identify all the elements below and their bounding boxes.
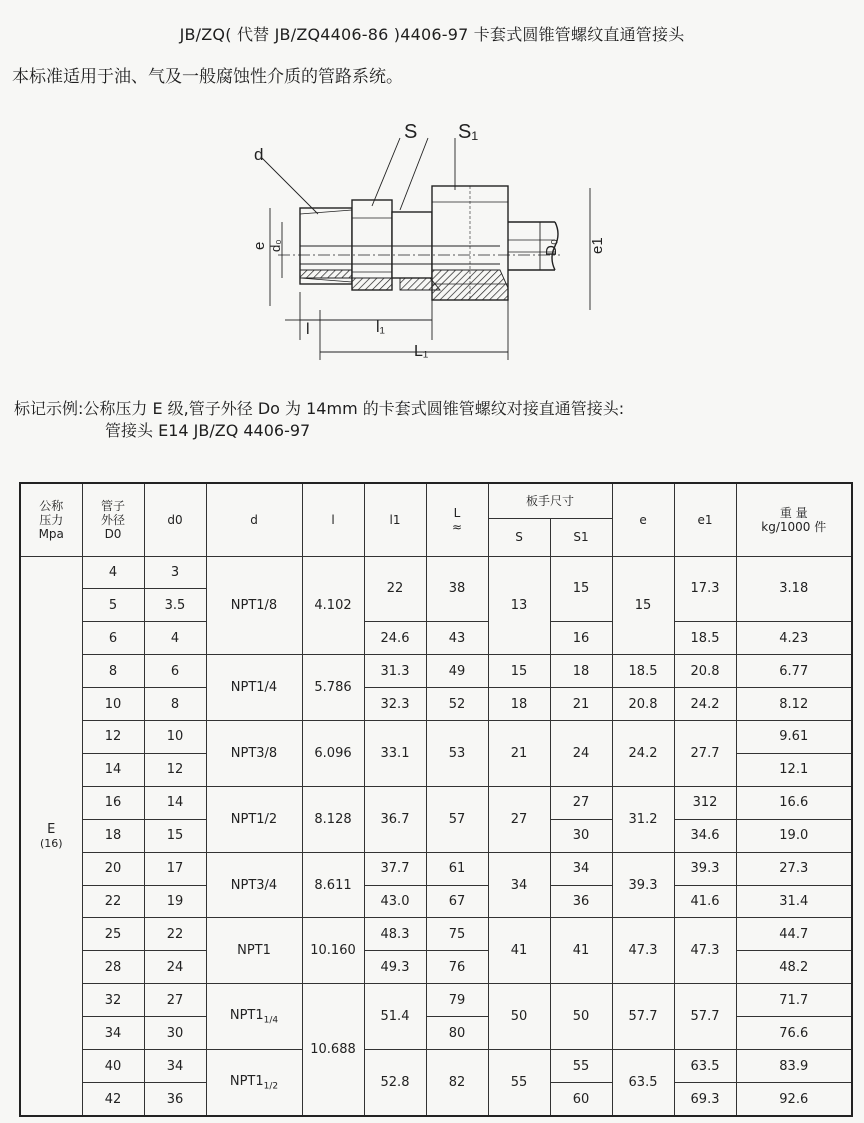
cell-l: 5.786 [302, 655, 364, 721]
cell-S: 34 [488, 852, 550, 918]
cell-l: 8.611 [302, 852, 364, 918]
cell-S: 41 [488, 918, 550, 984]
intro-text: 本标准适用于油、气及一般腐蚀性介质的管路系统。 [12, 67, 403, 87]
cell-S1: 30 [550, 819, 612, 852]
header-d0: d0 [144, 483, 206, 556]
cell-d0: 22 [144, 918, 206, 951]
cell-d0: 34 [144, 1050, 206, 1083]
cell-L: 38 [426, 556, 488, 622]
cell-D0: 12 [82, 721, 144, 754]
fitting-drawing [0, 110, 864, 395]
cell-d: NPT3/4 [206, 852, 302, 918]
cell-S1: 50 [550, 984, 612, 1050]
cell-D0: 6 [82, 622, 144, 655]
cell-d0: 19 [144, 885, 206, 918]
header-S1: S1 [550, 518, 612, 556]
cell-d0: 17 [144, 852, 206, 885]
cell-S1: 55 [550, 1050, 612, 1083]
cell-L: 67 [426, 885, 488, 918]
cell-l1: 32.3 [364, 688, 426, 721]
cell-d: NPT3/8 [206, 721, 302, 787]
table-row [20, 622, 852, 655]
cell-S: 18 [488, 688, 550, 721]
cell-L: 79 [426, 984, 488, 1017]
cell-d0: 15 [144, 819, 206, 852]
cell-e: 39.3 [612, 852, 674, 918]
table-row [20, 885, 852, 918]
header-l: l [302, 483, 364, 556]
label-e: e [251, 241, 268, 250]
label-d0: d₀ [268, 239, 283, 252]
cell-l1: 24.6 [364, 622, 426, 655]
cell-D0: 8 [82, 655, 144, 688]
cell-d: NPT1/8 [206, 556, 302, 655]
cell-e: 31.2 [612, 786, 674, 852]
cell-weight: 48.2 [736, 951, 852, 984]
table-row [20, 655, 852, 688]
cell-e1: 47.3 [674, 918, 736, 984]
cell-weight: 44.7 [736, 918, 852, 951]
cell-l: 10.160 [302, 918, 364, 984]
header-e: e [612, 483, 674, 556]
cell-l1: 33.1 [364, 721, 426, 787]
header-S: S [488, 518, 550, 556]
cell-d: $NPT1_{1/2}$ [206, 1050, 302, 1116]
cell-d0: 3 [144, 556, 206, 589]
cell-e1: 57.7 [674, 984, 736, 1050]
label-d: d [254, 145, 264, 164]
spec-table [19, 482, 853, 1117]
cell-D0: 20 [82, 852, 144, 885]
cell-L: 80 [426, 1017, 488, 1050]
cell-e1: 24.2 [674, 688, 736, 721]
cell-L: 76 [426, 951, 488, 984]
cell-d: $NPT1_{1/4}$ [206, 984, 302, 1050]
cell-l1: 48.3 [364, 918, 426, 951]
cell-d0: 27 [144, 984, 206, 1017]
label-S1: S₁ [458, 121, 479, 143]
cell-d0: 10 [144, 721, 206, 754]
cell-e1: 39.3 [674, 852, 736, 885]
table-row [20, 721, 852, 754]
cell-l: 10.688 [302, 984, 364, 1116]
cell-S: 15 [488, 655, 550, 688]
cell-weight: 92.6 [736, 1083, 852, 1117]
cell-l: 6.096 [302, 721, 364, 787]
cell-D0: 16 [82, 786, 144, 819]
cell-D0: 18 [82, 819, 144, 852]
table-row [20, 556, 852, 589]
cell-weight: 16.6 [736, 786, 852, 819]
cell-d: NPT1/4 [206, 655, 302, 721]
label-l: l [306, 321, 310, 338]
cell-L: 61 [426, 852, 488, 885]
cell-weight: 12.1 [736, 753, 852, 786]
cell-S: 55 [488, 1050, 550, 1116]
cell-L: 57 [426, 786, 488, 852]
cell-D0: 4 [82, 556, 144, 589]
cell-weight: 31.4 [736, 885, 852, 918]
cell-S1: 34 [550, 852, 612, 885]
cell-e1: 69.3 [674, 1083, 736, 1117]
cell-L: 75 [426, 918, 488, 951]
cell-weight: 83.9 [736, 1050, 852, 1083]
cell-D0: 32 [82, 984, 144, 1017]
cell-weight: 8.12 [736, 688, 852, 721]
cell-l1: 37.7 [364, 852, 426, 885]
cell-e: 20.8 [612, 688, 674, 721]
cell-D0: 14 [82, 753, 144, 786]
table-row [20, 918, 852, 951]
cell-S1: 60 [550, 1083, 612, 1117]
cell-weight: 6.77 [736, 655, 852, 688]
cell-S1: 41 [550, 918, 612, 984]
cell-weight: 9.61 [736, 721, 852, 754]
cell-e1: 63.5 [674, 1050, 736, 1083]
cell-d0: 24 [144, 951, 206, 984]
cell-D0: 25 [82, 918, 144, 951]
cell-e: 57.7 [612, 984, 674, 1050]
cell-L: 82 [426, 1050, 488, 1116]
cell-S: 27 [488, 786, 550, 852]
cell-e: 15 [612, 556, 674, 655]
cell-d: NPT1/2 [206, 786, 302, 852]
cell-weight: 19.0 [736, 819, 852, 852]
cell-D0: 42 [82, 1083, 144, 1117]
label-D0: D₀ [543, 238, 560, 256]
cell-l1: 43.0 [364, 885, 426, 918]
cell-S1: 15 [550, 556, 612, 622]
cell-e: 63.5 [612, 1050, 674, 1116]
cell-weight: 71.7 [736, 984, 852, 1017]
header-pipe-od: 管子 外径 D0 [82, 483, 144, 556]
table-row [20, 852, 852, 885]
cell-d: NPT1 [206, 918, 302, 984]
cell-d0: 3.5 [144, 589, 206, 622]
cell-weight: 4.23 [736, 622, 852, 655]
cell-weight: 3.18 [736, 556, 852, 622]
cell-d0: 30 [144, 1017, 206, 1050]
header-d: d [206, 483, 302, 556]
cell-L: 53 [426, 721, 488, 787]
cell-e1: 312 [674, 786, 736, 819]
cell-e: 47.3 [612, 918, 674, 984]
cell-l1: 49.3 [364, 951, 426, 984]
cell-L: 49 [426, 655, 488, 688]
table-row [20, 1050, 852, 1083]
example-line-2: 管接头 E14 JB/ZQ 4406-97 [105, 421, 311, 440]
cell-S1: 21 [550, 688, 612, 721]
example-line-1: 标记示例:公称压力 E 级,管子外径 Do 为 14mm 的卡套式圆锥管螺纹对接直通管接头: [14, 399, 625, 418]
cell-D0: 5 [82, 589, 144, 622]
cell-D0: 40 [82, 1050, 144, 1083]
cell-S1: 27 [550, 786, 612, 819]
cell-d0: 36 [144, 1083, 206, 1117]
cell-d0: 12 [144, 753, 206, 786]
cell-l1: 51.4 [364, 984, 426, 1050]
header-l1: l1 [364, 483, 426, 556]
header-wrench: 板手尺寸 [488, 483, 612, 518]
cell-e1: 18.5 [674, 622, 736, 655]
cell-e1: 41.6 [674, 885, 736, 918]
cell-d0: 8 [144, 688, 206, 721]
label-e1: e1 [589, 237, 606, 254]
cell-e1: 17.3 [674, 556, 736, 622]
cell-S: 13 [488, 556, 550, 655]
cell-D0: 22 [82, 885, 144, 918]
cell-l1: 22 [364, 556, 426, 622]
cell-S1: 36 [550, 885, 612, 918]
cell-e: 24.2 [612, 721, 674, 787]
header-e1: e1 [674, 483, 736, 556]
cell-S: 21 [488, 721, 550, 787]
document-title: JB/ZQ( 代替 JB/ZQ4406-86 )4406-97 卡套式圆锥管螺纹直通管接头 [179, 25, 685, 44]
cell-d0: 14 [144, 786, 206, 819]
header-pressure: 公称 压力 Mpa [20, 483, 82, 556]
label-l1: l₁ [376, 319, 385, 336]
cell-D0: 28 [82, 951, 144, 984]
label-L1: L₁ [414, 343, 429, 360]
cell-S1: 16 [550, 622, 612, 655]
header-L: L ≈ [426, 483, 488, 556]
cell-S1: 18 [550, 655, 612, 688]
header-weight: 重 量 kg/1000 件 [736, 483, 852, 556]
table-row [20, 984, 852, 1017]
table-row [20, 786, 852, 819]
table-row [20, 688, 852, 721]
cell-l1: 36.7 [364, 786, 426, 852]
cell-d0: 6 [144, 655, 206, 688]
cell-d0: 4 [144, 622, 206, 655]
cell-L: 43 [426, 622, 488, 655]
cell-l1: 52.8 [364, 1050, 426, 1116]
cell-l1: 31.3 [364, 655, 426, 688]
cell-l: 8.128 [302, 786, 364, 852]
cell-e1: 20.8 [674, 655, 736, 688]
cell-e1: 34.6 [674, 819, 736, 852]
cell-weight: 76.6 [736, 1017, 852, 1050]
label-S: S [404, 121, 418, 143]
cell-weight: 27.3 [736, 852, 852, 885]
cell-S: 50 [488, 984, 550, 1050]
cell-L: 52 [426, 688, 488, 721]
cell-e1: 27.7 [674, 721, 736, 787]
cell-S1: 24 [550, 721, 612, 787]
cell-l: 4.102 [302, 556, 364, 655]
cell-D0: 10 [82, 688, 144, 721]
cell-e: 18.5 [612, 655, 674, 688]
pressure-class-cell: E (16) [20, 556, 82, 1116]
cell-D0: 34 [82, 1017, 144, 1050]
